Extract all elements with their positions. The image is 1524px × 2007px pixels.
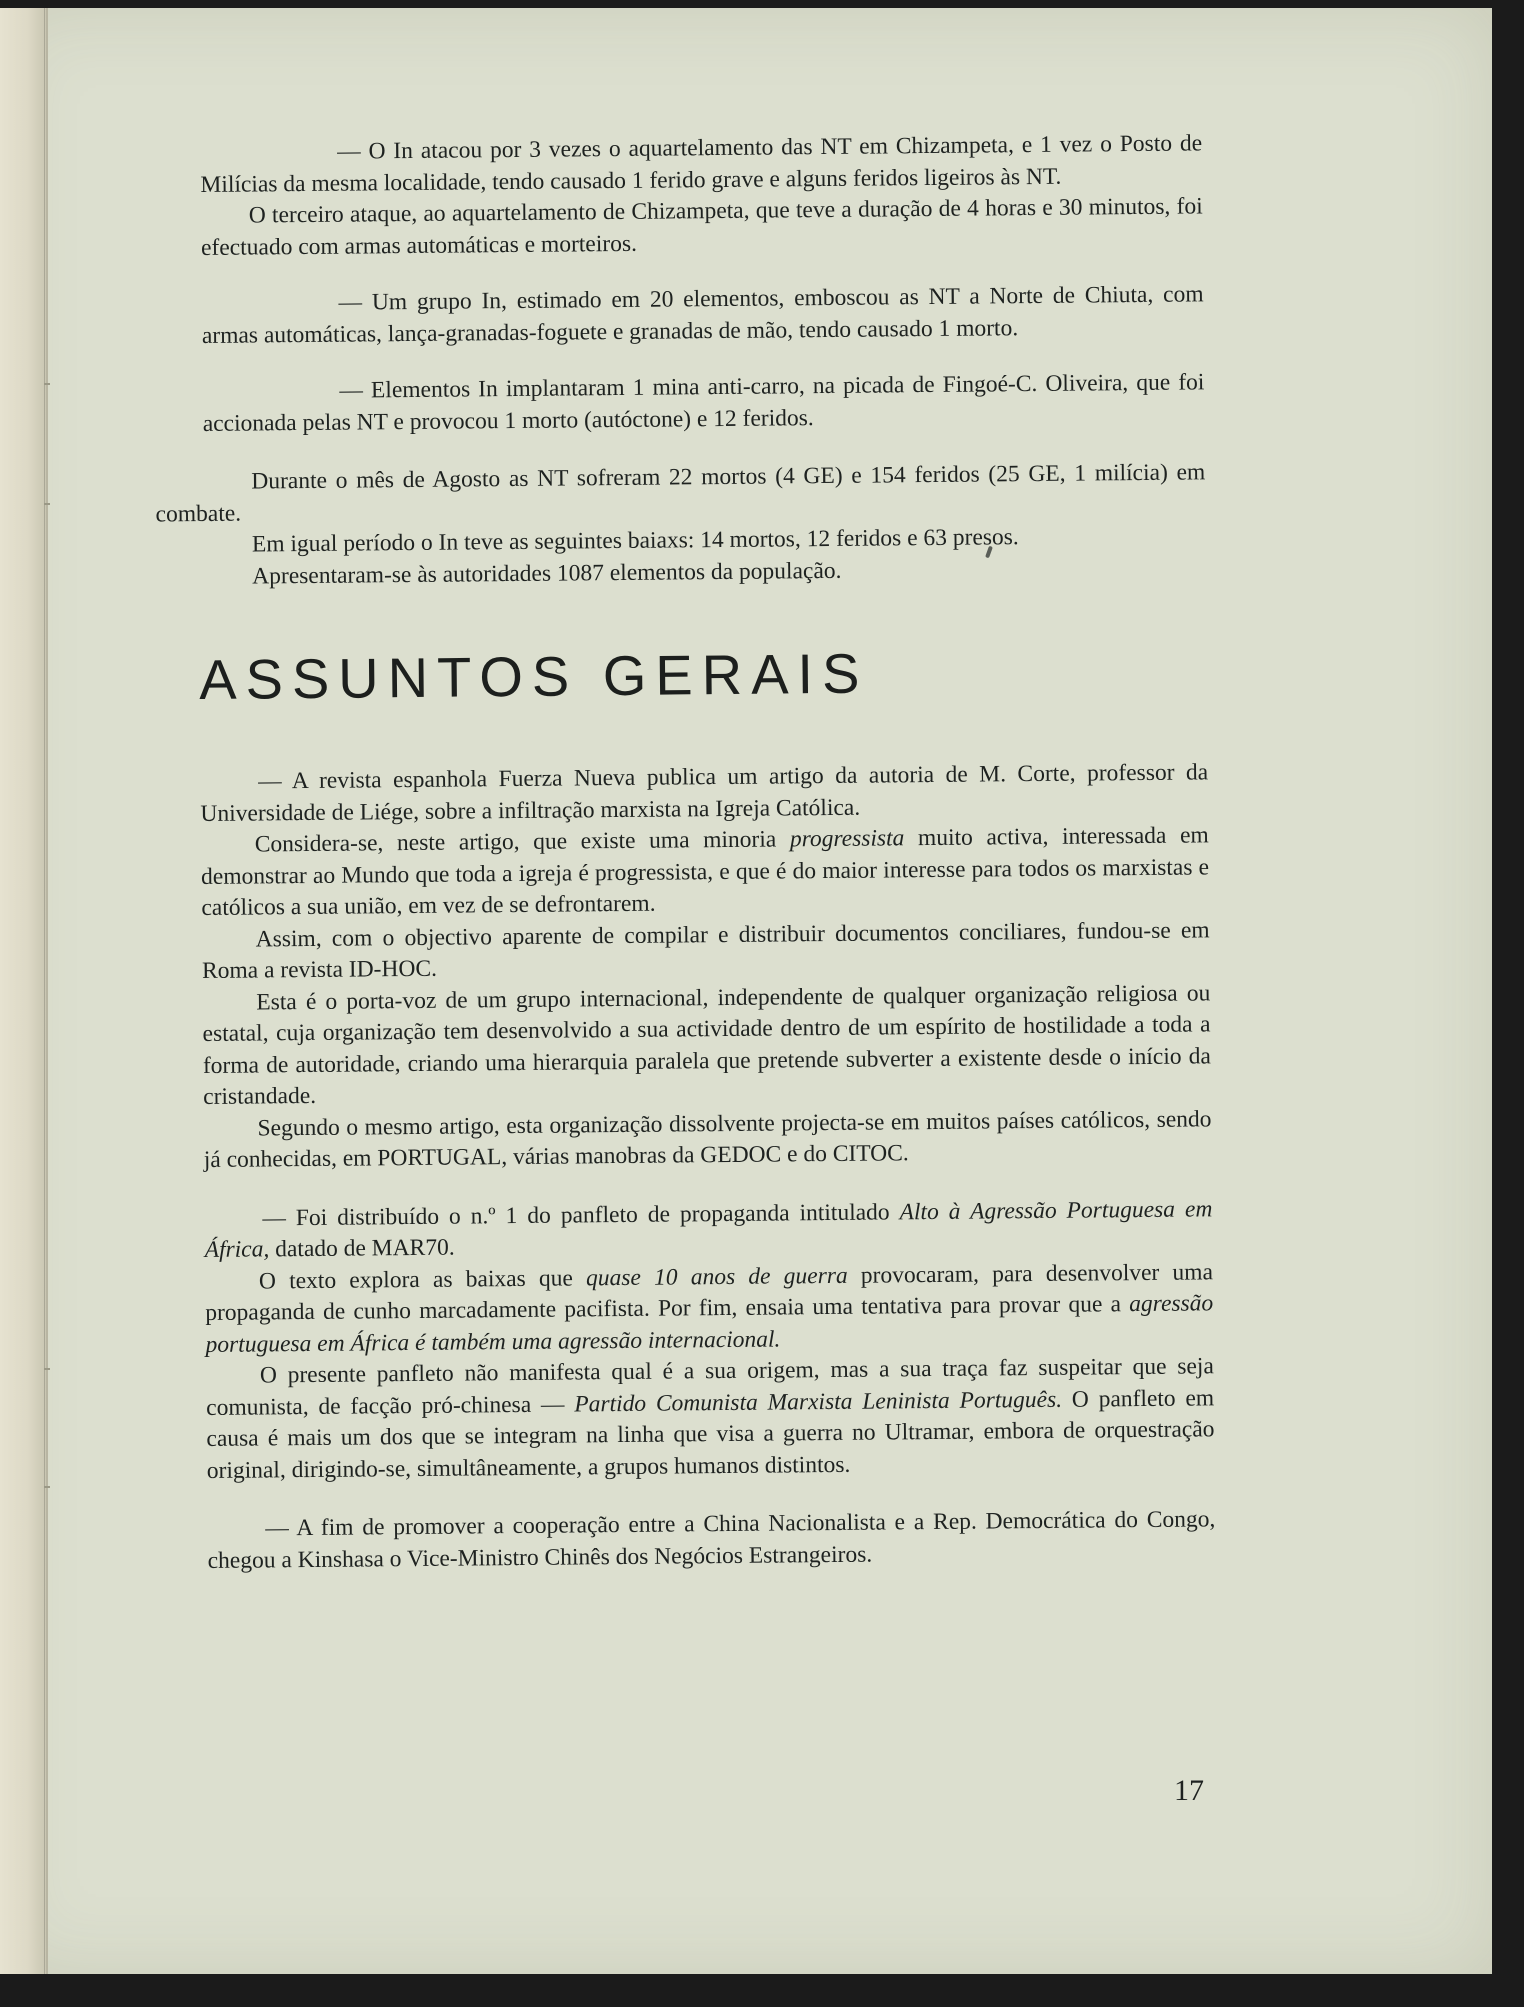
paragraph-enemy-losses: Em igual período o In teve as seguintes baiaxs: 14 mortos, 12 feridos e 63 presos. xyxy=(251,524,1019,558)
edge-mark xyxy=(44,1368,50,1370)
text-span: Considera-se, neste artigo, que existe uma minoria xyxy=(254,826,791,858)
paragraph-mine-fingoe: — Elementos In implantaram 1 mina anti-carro, na picada de Fingoé-C. Oliveira, que foi accionada pelas NT e provocou 1 morto (autóctone) e 12 feridos. xyxy=(202,369,1205,437)
emphasis-aggression: agressão portuguesa em África é também uma agressão internacional. xyxy=(205,1290,1214,1358)
emphasis-ten-years: quase 10 anos de guerra xyxy=(585,1262,848,1291)
document-page xyxy=(0,8,1492,1974)
paragraph-august-casualties: Durante o mês de Agosto as NT sofreram 22 mortos (4 GE) e 154 feridos (25 GE, 1 milícia) em combate. xyxy=(155,459,1206,527)
page-text xyxy=(155,128,1216,1577)
page-number: 17 xyxy=(1174,1774,1204,1807)
text-span: provocaram, para desenvolver uma propaganda de cunho marcadamente pacifista. Por fim, ensaia uma tentativa para provar que a xyxy=(205,1258,1214,1327)
paragraph-pamphlet-origin xyxy=(206,1351,1215,1487)
paragraph-pamphlet xyxy=(204,1194,1213,1267)
text-span: — Foi distribuído o n.º 1 do panfleto de propaganda intitulado xyxy=(262,1198,900,1231)
fold-line xyxy=(44,8,45,1974)
paragraph-presented-population: Apresentaram-se às autoridades 1087 elementos da população. xyxy=(252,557,842,590)
edge-mark xyxy=(44,383,50,385)
emphasis-party-name: Partido Comunista Marxista Leninista Português. xyxy=(574,1386,1063,1417)
paragraph-international-group: Esta é o porta-voz de um grupo internacional, independente de qualquer organização religiosa ou estatal, cuja organização tem desenvolvido a sua actividade dentro de um espírito de hostilidade a toda a forma de autoridade, criando uma hierarquia paralela que pretende subverter a existente desde o início da cristandade. xyxy=(202,979,1211,1111)
emphasis-pamphlet-title: Alto à Agressão Portuguesa em África, xyxy=(204,1195,1213,1264)
paragraph-progressista xyxy=(201,820,1210,924)
paragraph-ambush-chiuta: — Um grupo In, estimado em 20 elementos, emboscou as NT a Norte de Chiuta, com armas automáticas, lança-granadas-foguete e granadas de mão, tendo causado 1 morto. xyxy=(201,281,1204,349)
edge-mark xyxy=(44,1486,50,1488)
paragraph-china-congo: — A fim de promover a cooperação entre a China Nacionalista e a Rep. Democrática do Congo, chegou a Kinshasa o Vice-Ministro Chinês dos Negócios Estrangeiros. xyxy=(207,1506,1216,1574)
edge-mark xyxy=(44,503,50,505)
paragraph-third-attack: O terceiro ataque, ao aquartelamento de Chizampeta, que teve a duração de 4 horas e 30 minutos, foi efectuado com armas automáticas e morteiros. xyxy=(200,193,1203,261)
section-heading: ASSUNTOS GERAIS xyxy=(198,641,869,712)
paragraph-fuerza-nueva: — A revista espanhola Fuerza Nueva publica um artigo da autoria de M. Corte, professor da Universidade de Liége, sobre a infiltração marxista na Igreja Católica. xyxy=(200,759,1209,827)
text-span: O texto explora as baixas que xyxy=(258,1264,587,1294)
paragraph-pamphlet-text xyxy=(205,1257,1214,1361)
paragraph-attack-chizampeta: — O In atacou por 3 vezes o aquartelamento das NT em Chizampeta, e 1 vez o Posto de Milícias da mesma localidade, tendo causado 1 ferido grave e alguns feridos ligeiros às NT. xyxy=(200,130,1203,198)
emphasis-progressista: progressista xyxy=(789,825,905,853)
paragraph-id-hoc: Assim, com o objectivo aparente de compilar e distribuir documentos conciliares, fundou-se em Roma a revista ID-HOC. xyxy=(201,916,1210,985)
binding-gutter xyxy=(0,8,48,1974)
paragraph-gedoc-citoc: Segundo o mesmo artigo, esta organização dissolvente projecta-se em muitos países católicos, sendo já conhecidas, em PORTUGAL, várias manobras da GEDOC e do CITOC. xyxy=(203,1105,1212,1174)
text-span: O presente panfleto não manifesta qual é a sua origem, mas a sua traça faz suspeitar que seja comunista, de facção pró-chinesa — xyxy=(206,1353,1214,1421)
text-span: O panfleto em causa é mais um dos que se integram na linha que visa a guerra no Ultramar, embora de orquestração original, dirigindo-se, simultâneamente, a grupos humanos distintos. xyxy=(206,1384,1215,1484)
text-span: muito activa, interessada em demonstrar ao Mundo que toda a igreja é progressista, e que é do maior interesse para todos os marxistas e católicos a sua união, em vez de se defrontarem. xyxy=(200,822,1210,922)
text-span: datado de MAR70. xyxy=(269,1234,455,1263)
